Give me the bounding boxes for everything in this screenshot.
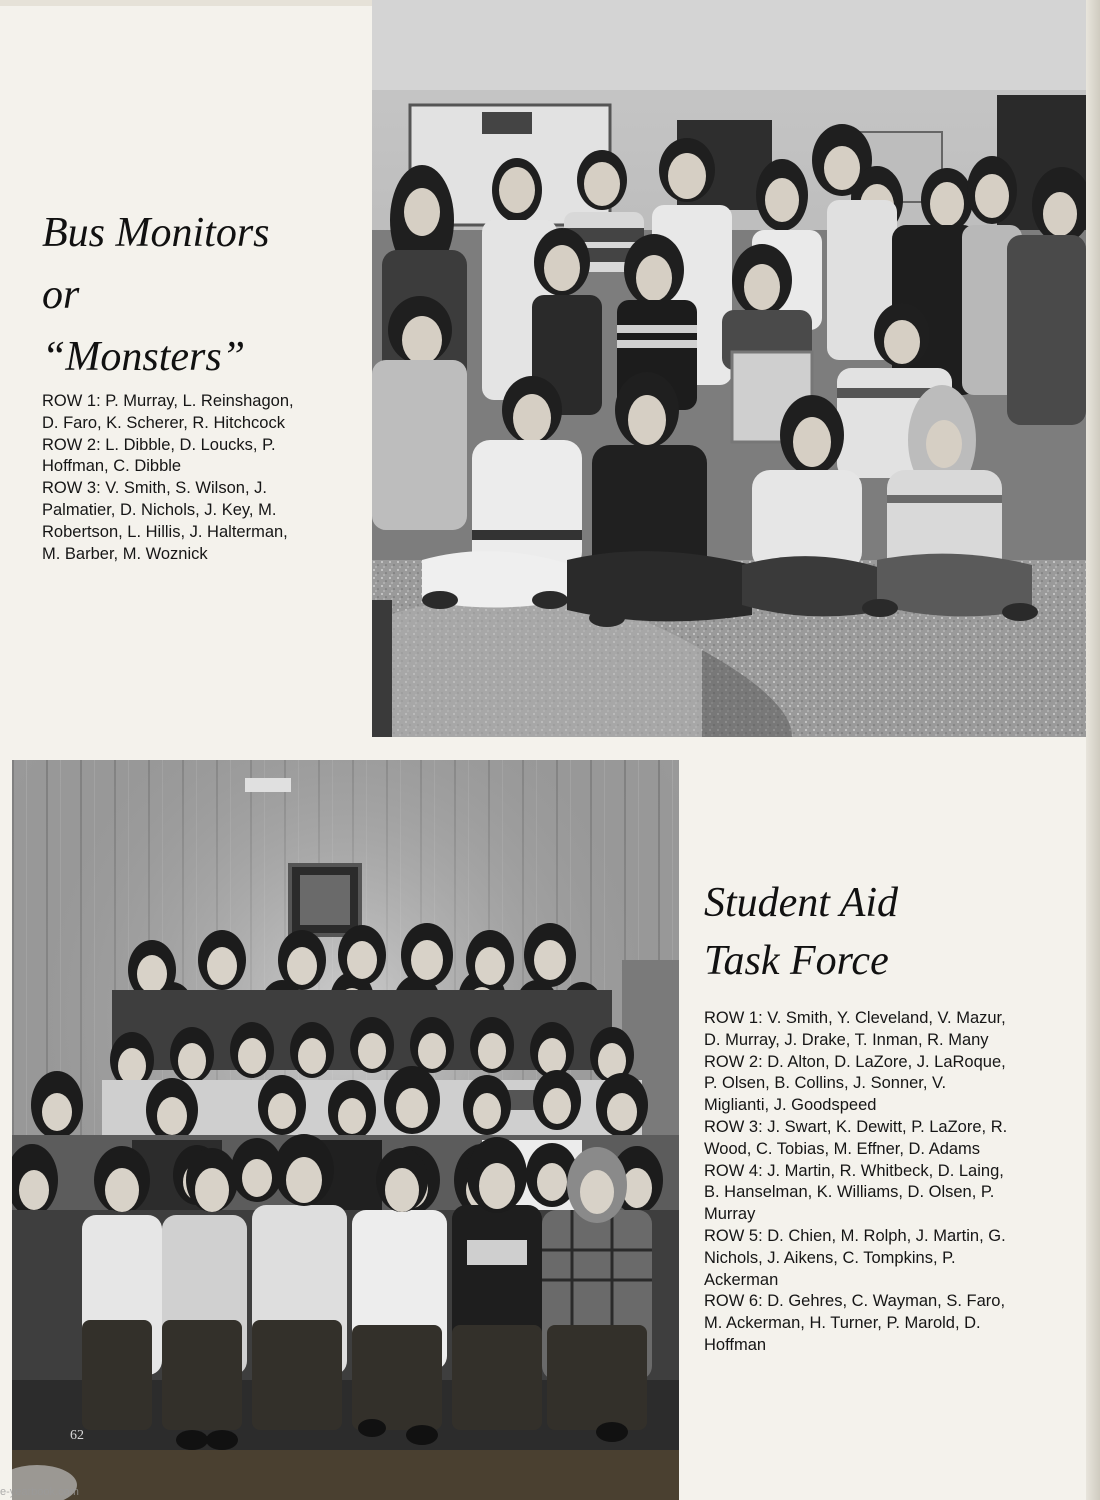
- caption-line: Hoffman, C. Dibble: [42, 457, 182, 476]
- student-aid-heading: [704, 874, 898, 990]
- student-aid-caption: [704, 1008, 1062, 1357]
- caption-line: ROW 1: P. Murray, L. Reinshagon,: [42, 392, 294, 410]
- caption-line: B. Hanselman, K. Williams, D. Olsen, P.: [704, 1183, 995, 1202]
- caption-line: ROW 3: V. Smith, S. Wilson, J.: [42, 479, 267, 498]
- caption-line: ROW 6: D. Gehres, C. Wayman, S. Faro,: [704, 1292, 1006, 1311]
- bus-monitors-heading: [42, 202, 270, 388]
- caption-line: Wood, C. Tobias, M. Effner, D. Adams: [704, 1139, 981, 1158]
- bus-monitors-caption: [42, 391, 342, 565]
- caption-line: M. Ackerman, H. Turner, P. Marold, D.: [704, 1314, 981, 1333]
- caption-line: D. Faro, K. Scherer, R. Hitchcock: [42, 413, 285, 432]
- caption-line: Ackerman: [704, 1270, 779, 1289]
- caption-line: Miglianti, J. Goodspeed: [704, 1096, 877, 1115]
- page-right-edge: [1086, 0, 1100, 1500]
- heading-line: Task Force: [704, 938, 889, 984]
- heading-line: Bus Monitors: [42, 210, 270, 256]
- caption-line: ROW 5: D. Chien, M. Rolph, J. Martin, G.: [704, 1226, 1006, 1245]
- caption-line: ROW 1: V. Smith, Y. Cleveland, V. Mazur,: [704, 1009, 1006, 1027]
- caption-line: Palmatier, D. Nichols, J. Key, M.: [42, 500, 277, 519]
- watermark: e-yearbook.com: [0, 1486, 79, 1498]
- caption-line: P. Olsen, B. Collins, J. Sonner, V.: [704, 1074, 947, 1093]
- caption-line: Hoffman: [704, 1335, 767, 1354]
- caption-line: Robertson, L. Hillis, J. Halterman,: [42, 522, 288, 541]
- caption-line: ROW 3: J. Swart, K. Dewitt, P. LaZore, R.: [704, 1117, 1008, 1136]
- heading-line: or: [42, 272, 80, 318]
- heading-line: Student Aid: [704, 880, 899, 926]
- bus-monitors-group-photo: [372, 0, 1086, 737]
- caption-line: Nichols, J. Aikens, C. Tompkins, P.: [704, 1248, 956, 1267]
- heading-line: “Monsters”: [42, 334, 246, 380]
- caption-line: ROW 4: J. Martin, R. Whitbeck, D. Laing,: [704, 1161, 1004, 1180]
- caption-line: ROW 2: L. Dibble, D. Loucks, P.: [42, 435, 276, 454]
- caption-line: D. Murray, J. Drake, T. Inman, R. Many: [704, 1030, 989, 1049]
- caption-line: M. Barber, M. Woznick: [42, 544, 208, 563]
- student-aid-group-photo: [12, 760, 679, 1500]
- caption-line: ROW 2: D. Alton, D. LaZore, J. LaRoque,: [704, 1052, 1006, 1071]
- page-number: 62: [70, 1428, 84, 1443]
- caption-line: Murray: [704, 1205, 756, 1224]
